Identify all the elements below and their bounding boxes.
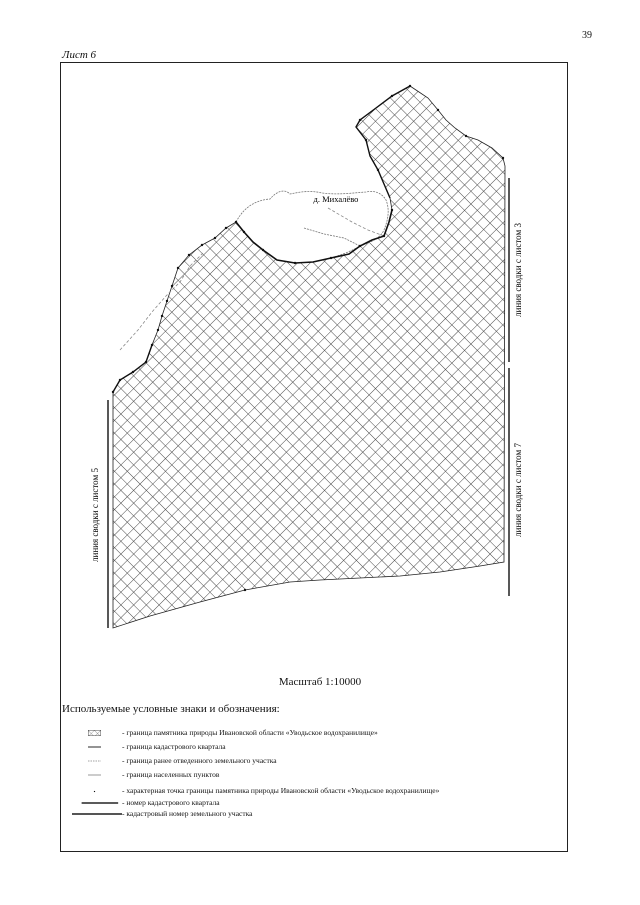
sheet-link-label-right-lower: линия сводки с листом 7 [513,443,523,537]
legend-text: - граница ранее отведенного земельного участка [122,756,277,765]
legend-title: Используемые условные знаки и обозначения: [62,703,280,715]
sheet-link-label-left: линия сводки с листом 5 [90,468,100,562]
legend-text: - характерная точка границы памятника природы Ивановской области «Уводьское водохранилище» [122,786,440,795]
legend-text: - номер кадастрового квартала [122,798,220,807]
settlement-label: д. Михалёво [313,194,359,204]
legend-item-settlement [62,769,562,781]
legend-text: - граница населенных пунктов [122,770,220,779]
legend-item-monument-area [62,727,562,739]
legend-item-cadastral-quarter [62,741,562,753]
hatched-line-icon [88,769,114,781]
legend-text: - граница памятника природы Ивановской области «Уводьское водохранилище» [122,728,378,737]
settlement-boundary-inner [304,228,360,246]
solid-line-icon [88,741,114,753]
page-number: 39 [582,30,592,41]
sheet-link-label-right-upper: линия сводки с листом 3 [513,223,523,317]
number-sample-icon [66,808,122,820]
legend-text: - граница кадастрового квартала [122,742,226,751]
legend-item-land-plot [62,755,562,767]
hatched-area-icon [88,727,114,739]
map-scale: Масштаб 1:10000 [278,676,362,688]
point-icon [88,785,114,797]
dashed-line-icon [88,755,114,767]
legend-item-plot-number [62,808,562,820]
nature-monument-area [113,86,505,628]
legend-item-point [62,785,562,797]
legend-text: - кадастровый номер земельного участка [122,809,253,818]
land-plot-boundary-north [328,208,384,236]
sheet-title: Лист 6 [62,49,97,61]
